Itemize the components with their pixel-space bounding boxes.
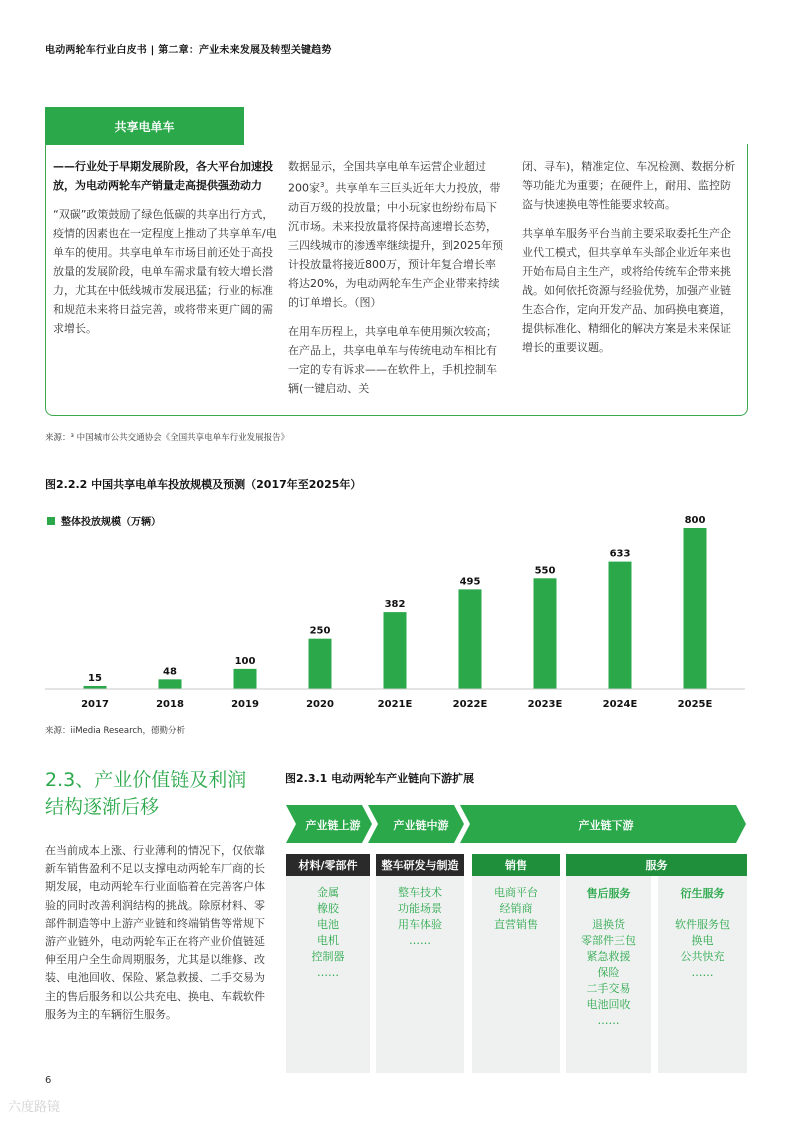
box-column-2 (288, 157, 504, 408)
list-item: 电池 (317, 918, 339, 931)
box-column-3 (522, 157, 740, 367)
item-list (286, 885, 370, 981)
bar (609, 562, 632, 689)
list-item: 零部件三包 (581, 934, 636, 947)
list-item: 用车体验 (398, 918, 442, 931)
stage-header-sales: 销售 (472, 854, 560, 876)
source-note: 来源：iiMedia Research，德勤分析 (45, 726, 185, 736)
arrow-label: 产业链上游 (305, 819, 361, 832)
bar-value-label: 15 (88, 672, 102, 684)
derived-service-title: 衍生服务 (680, 887, 725, 900)
bar-chart (45, 500, 745, 715)
footnote-mark: 3 (320, 181, 325, 189)
x-tick-label: 2022E (452, 699, 488, 710)
stage-column-sales (472, 876, 560, 1073)
x-tick-label: 2019 (231, 699, 259, 710)
list-item: 金属 (317, 886, 339, 899)
section-tab: 共享电单车 (45, 107, 244, 145)
figure-title: 图2.3.1 电动两轮车产业链向下游扩展 (285, 772, 475, 785)
bar (309, 639, 332, 689)
paragraph: 闭、寻车)，精准定位、车况检测、数据分析等功能尤为重要；在硬件上，耐用、监控防盗与快速换电等性能要求较高。 (522, 160, 736, 211)
list-item: …… (597, 1014, 620, 1027)
list-item: 退换货 (592, 918, 625, 931)
list-item: 电商平台 (494, 886, 538, 899)
list-item: 电池回收 (586, 998, 631, 1011)
list-item: 经销商 (499, 902, 533, 915)
arrow-label: 产业链下游 (578, 819, 634, 832)
list-item: 整车技术 (398, 886, 442, 899)
item-list (566, 917, 651, 1029)
bar (459, 589, 482, 689)
x-tick-label: 2020 (306, 699, 334, 710)
stage-column-derived (658, 876, 747, 1073)
bar-value-label: 800 (684, 515, 706, 526)
item-list (472, 885, 560, 933)
x-tick-label: 2018 (156, 699, 184, 710)
stage-column-rd (376, 876, 464, 1073)
list-item: 保险 (597, 966, 620, 979)
bar (384, 612, 407, 689)
stage-column-after-sales (566, 876, 651, 1073)
lead-paragraph: ——行业处于早期发展阶段，各大平台加速投放，为电动两轮车产销量走高提供强劲动力 (53, 160, 273, 192)
list-item: 橡胶 (317, 902, 339, 915)
x-tick-label: 2017 (81, 699, 109, 710)
source-note: 来源：³ 中国城市公共交通协会《全国共享电单车行业发展报告》 (45, 433, 290, 443)
list-item: 功能场景 (398, 902, 442, 915)
x-tick-label: 2024E (602, 699, 638, 710)
list-item: …… (691, 966, 714, 979)
text-span: 。共享单车三巨头近年大力投放，带动百万级的投放量；中小玩家也纷纷布局下沉市场。未来投放量将保持高速增长态势，三四线城市的渗透率继续提升，到2025年预计投放量将接近800万，预计年复合增长率将达20%，为电动两轮车生产企业带来持续的订单增长。（图） (288, 181, 503, 309)
running-header: 电动两轮车行业白皮书 | 第二章：产业未来发展及转型关键趋势 (45, 45, 332, 56)
bar-value-label: 382 (384, 599, 406, 611)
item-list (658, 917, 747, 981)
value-chain-arrows (286, 805, 748, 845)
bar (684, 528, 707, 689)
text-span: 数据显示，全国共享电单车运营企业超过200家 (288, 160, 486, 195)
stage-header-service: 服务 (566, 854, 747, 876)
list-item: 紧急救援 (586, 950, 631, 963)
paragraph: 共享单车服务平台当前主要采取委托生产企业代工模式，但共享单车头部企业近年来也开始布局自主生产，或将给传统车企带来挑战。如何依托资源与经验优势，加强产业链生态合作，定向开发产品、加码换电赛道，提供标准化、精细化的解决方案是未来保证增长的重要议题。 (522, 227, 731, 354)
stage-header-materials: 材料/零部件 (286, 854, 370, 876)
after-sales-title: 售后服务 (586, 887, 631, 900)
bar-value-label: 250 (309, 625, 331, 637)
x-tick-label: 2023E (527, 699, 563, 710)
bar (534, 578, 557, 689)
list-item: …… (317, 966, 339, 979)
list-item: 控制器 (311, 950, 345, 963)
bar (159, 679, 182, 689)
x-tick-label: 2025E (677, 699, 713, 710)
list-item: 二手交易 (586, 982, 631, 995)
list-item: 电机 (317, 934, 339, 947)
page-number: 6 (45, 1075, 52, 1086)
stage-header-rd: 整车研发与制造 (376, 854, 464, 876)
x-tick-label: 2021E (377, 699, 413, 710)
item-list (376, 885, 464, 949)
paragraph (288, 157, 504, 312)
list-item: …… (409, 934, 431, 947)
stage-column-materials (286, 876, 370, 1073)
arrow-label: 产业链中游 (393, 819, 449, 832)
list-item: 直营销售 (494, 918, 538, 931)
bar-value-label: 48 (163, 666, 177, 678)
bar-value-label: 100 (234, 655, 256, 667)
body-paragraph: 在当前成本上涨、行业薄利的情况下，仅依靠新车销售盈利不足以支撑电动两轮车厂商的长期发展，电动两轮车行业面临着在完善客户体验的同时改善利润结构的挑战。除原材料、零部件制造等中上游产业链和终端销售等常规下游产业链外，电动两轮车正在将产业价值链延伸至用户全生命周期服务，尤其是以维修、改装、电池回收、保险、紧急救援、二手交易为主的售后服务和以公共充电、换电、车载软件服务为主的车辆衍生服务。 (45, 844, 265, 1021)
bar (234, 669, 257, 689)
box-column-1 (53, 157, 279, 348)
section-heading: 2.3、产业价值链及利润结构逐渐后移 (45, 769, 247, 818)
paragraph: 在用车历程上，共享电单车使用频次较高；在产品上，共享电单车与传统电动车相比有一定的专有诉求——在软件上，手机控制车辆(一键启动、关 (288, 324, 497, 395)
bar-value-label: 633 (609, 548, 631, 560)
list-item: 换电 (691, 934, 714, 947)
list-item: 软件服务包 (675, 918, 730, 931)
list-item: 公共快充 (680, 950, 725, 963)
watermark: 六度路镜 (8, 1100, 61, 1115)
paragraph: “双碳”政策鼓励了绿色低碳的共享出行方式，疫情的因素也在一定程度上推动了共享单车/电单车的使用。共享电单车市场目前还处于高投放量的发展阶段，电单车需求量有较大增长潜力，尤其在中低线城市发展迅猛；行业的标准和规范未来将日益完善，或将带来更广阔的需求增长。 (53, 208, 277, 335)
legend-label: 整体投放规模（万辆） (61, 517, 161, 528)
bar-value-label: 550 (534, 565, 556, 577)
chart-title: 图2.2.2 中国共享电单车投放规模及预测（2017年至2025年） (45, 478, 362, 491)
bar-value-label: 495 (459, 576, 481, 588)
